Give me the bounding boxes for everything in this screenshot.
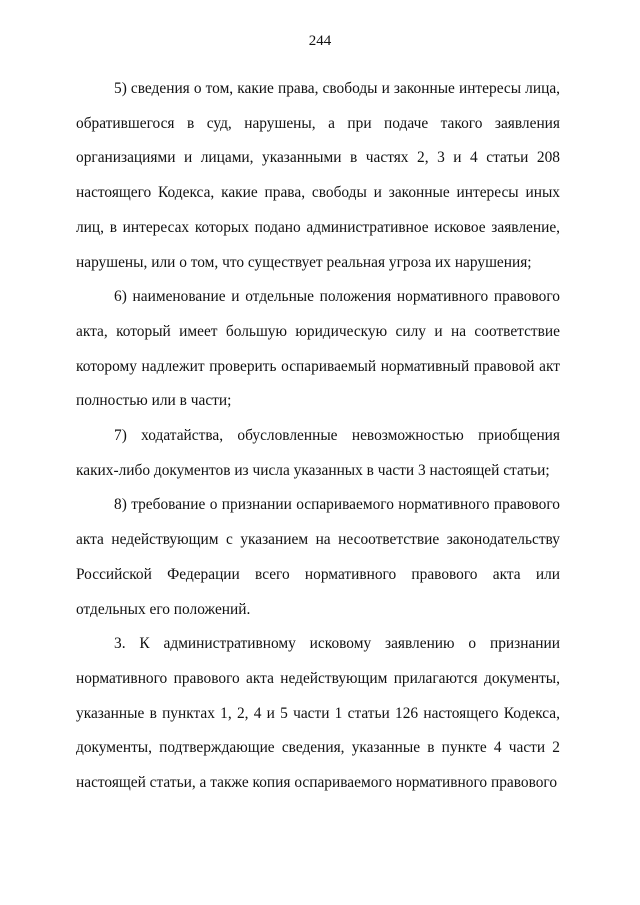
document-body: [76, 72, 560, 801]
page-number: 244: [308, 33, 332, 49]
paragraph-item-8: 8) требование о признании оспариваемого нормативного правового акта недействующим с указанием на несоответствие законодательству Российской Федерации всего нормативного правового акта или отдельных его положений.: [76, 496, 560, 618]
paragraph-item-7: 7) ходатайства, обусловленные невозможностью приобщения каких-либо документов из числа указанных в части 3 настоящей статьи;: [76, 427, 560, 479]
paragraph-item-5: 5) сведения о том, какие права, свободы и законные интересы лица, обратившегося в суд, нарушены, а при подаче такого заявления организациями и лицами, указанными в частях 2, 3 и 4 статьи 208 настоящего Кодекса, какие права, свободы и законные интересы иных лиц, в интересах которых подано административное исковое заявление, нарушены, или о том, что существует реальная угроза их нарушения;: [76, 80, 560, 271]
paragraph-item-6: 6) наименование и отдельные положения нормативного правового акта, который имеет большую юридическую силу и на соответствие которому надлежит проверить оспариваемый нормативный правовой акт полностью или в части;: [76, 288, 560, 410]
paragraph-part-3: 3. К административному исковому заявлению о признании нормативного правового акта недействующим прилагаются документы, указанные в пунктах 1, 2, 4 и 5 части 1 статьи 126 настоящего Кодекса, документы, подтверждающие сведения, указанные в пункте 4 части 2 настоящей статьи, а также копия оспариваемого нормативного правового: [76, 635, 560, 792]
